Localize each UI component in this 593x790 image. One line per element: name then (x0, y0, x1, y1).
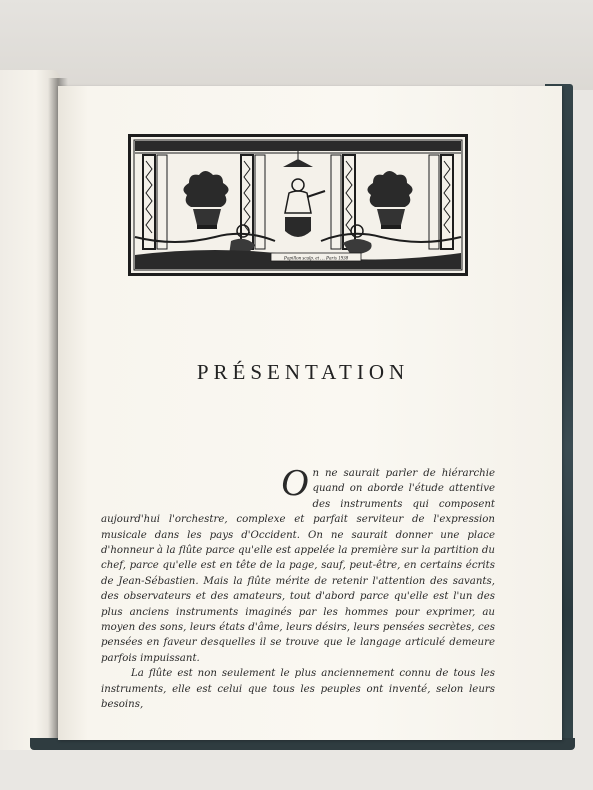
paragraph-2: La flûte est non seulement le plus anciennement connu de tous les instruments, elle est celui que tous les peuples ont inventé, selon leurs besoins, (101, 668, 495, 711)
drop-cap: O (281, 462, 309, 504)
background (0, 0, 593, 90)
paragraph-1 (101, 462, 495, 666)
vignette-illustration (131, 137, 465, 273)
engraved-vignette (128, 134, 468, 276)
paragraph-1-text: n ne saurait parler de hiérarchie quand on aborde l'étude attentive des instruments qui composent aujourd'hui l'orchestre, complexe et parfait serviteur de l'expression musicale dans les pays d'Occident. On ne saurait donner une place d'honneur à la flûte parce qu'elle est appelée la première sur la partition du chef, parce qu'elle est en tête de la page, sauf, peut-être, en certains écrits de Jean-Sébastien. Mais la flûte mérite de retenir l'attention des savants, des observateurs et des amateurs, tout d'abord parce qu'elle est l'un des plus anciens instruments imaginés par les hommes pour exprimer, au moyen des sons, leurs états d'âme, leurs désirs, leurs pensées secrètes, ces pensées en faveur desquelles il se trouve que le langage articulé demeure parfois impuissant. (101, 468, 495, 664)
vignette-caption: Papillon sculp. et … Paris 1938 (283, 256, 349, 262)
page-title: PRÉSENTATION (196, 360, 410, 384)
body-text (101, 462, 495, 713)
